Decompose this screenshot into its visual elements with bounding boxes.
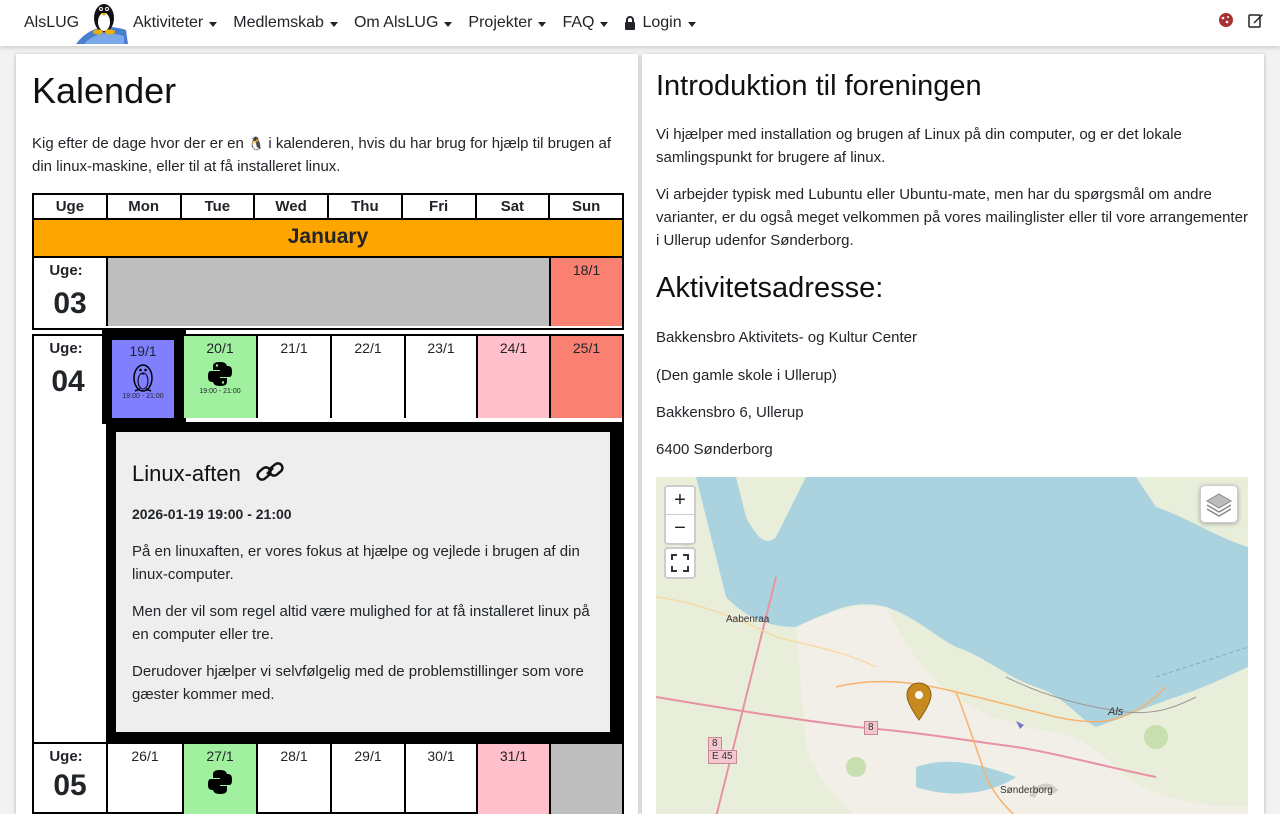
event-title: Linux-aften <box>132 460 285 487</box>
menu-login[interactable]: Login <box>624 14 695 32</box>
intro-title: Introduktion til foreningen <box>656 70 982 102</box>
calendar-table <box>32 193 624 814</box>
road-badge: 8 <box>864 721 878 735</box>
menu-projekter[interactable]: Projekter <box>468 14 546 32</box>
event-paragraph: På en linuxaften, er vores fokus at hjælpe og vejlede i brugen af din linux-computer. <box>132 543 580 583</box>
lock-icon <box>624 16 636 30</box>
header-cell: Sun <box>571 198 601 215</box>
calendar-intro: Kig efter de dage hvor der er en 🐧 i kalenderen, hvis du har brug for hjælp til brugen af din linux-maskine, eller til at få installeret linux. <box>32 135 612 175</box>
caret-down-icon <box>600 22 608 27</box>
caret-down-icon <box>688 22 696 27</box>
intro-paragraph: Vi hjælper med installation og brugen af Linux på din computer, og er det lokale samlingspunkt for brugere af linux. <box>656 126 1182 166</box>
address-line: 6400 Sønderborg <box>656 441 773 458</box>
week-label: Uge: 04 <box>49 340 85 398</box>
layers-icon <box>1201 486 1237 522</box>
menu-om-alslug[interactable]: Om AlsLUG <box>354 14 452 32</box>
address-line: (Den gamle skole i Ullerup) <box>656 367 837 384</box>
tux-logo-icon[interactable] <box>74 0 130 46</box>
intro-panel <box>642 54 1264 814</box>
road-badge: 8 <box>708 737 722 751</box>
map[interactable] <box>656 477 1248 814</box>
python-logo-icon <box>206 768 234 796</box>
menu-aktiviteter[interactable]: Aktiviteter <box>133 14 217 32</box>
week-label: Uge: 05 <box>49 748 87 802</box>
day-cell-thu[interactable]: 29/1 <box>330 744 404 814</box>
map-label-sonderborg: Sønderborg <box>1000 785 1053 796</box>
month-bar: January <box>32 220 624 258</box>
zoom-out-button[interactable]: − <box>674 517 686 539</box>
intro-paragraph: Vi arbejder typisk med Lubuntu eller Ubuntu-mate, men har du spørgsmål om andre varianter, er du også meget velkommen på vores mailinglister eller til vore arrangementer i Ullerup udenfor Sønderborg. <box>656 186 1248 249</box>
day-cell-wed[interactable]: 21/1 <box>256 336 330 418</box>
layers-button[interactable] <box>1200 485 1238 523</box>
tux-small-icon: 🐧 <box>247 136 265 151</box>
week-row-04 <box>32 334 624 744</box>
python-logo-icon <box>206 360 234 388</box>
day-cell-tue-python[interactable]: 27/1 <box>182 744 256 814</box>
header-cell: Thu <box>329 195 403 218</box>
header-cell: Mon <box>108 195 182 218</box>
weekday-header-row <box>32 193 624 220</box>
map-label-als: Als <box>1108 706 1124 718</box>
header-cell: Sat <box>477 195 551 218</box>
day-cell-mon[interactable]: 26/1 <box>106 744 182 814</box>
map-label-aabenraa: Aabenraa <box>726 614 770 625</box>
empty-days <box>106 258 549 326</box>
zoom-control <box>664 485 696 545</box>
address-line: Bakkensbro 6, Ullerup <box>656 404 804 421</box>
header-cell: Wed <box>255 195 329 218</box>
caret-down-icon <box>330 22 338 27</box>
day-cell-fri[interactable]: 30/1 <box>404 744 476 814</box>
road-badge: E 45 <box>708 750 737 764</box>
map-pin-icon[interactable] <box>906 682 932 722</box>
caret-down-icon <box>538 22 546 27</box>
day-cell-sun[interactable]: 18/1 <box>549 258 622 326</box>
page-title: Kalender <box>32 70 177 111</box>
event-paragraph: Men der vil som regel altid være mulighed for at få installeret linux på en computer eller tre. <box>132 603 590 643</box>
navbar <box>0 0 1280 46</box>
address-title: Aktivitetsadresse: <box>656 272 884 304</box>
week-row-05 <box>32 744 624 814</box>
brand-link[interactable]: AlsLUG <box>24 14 80 31</box>
week-row-03 <box>32 258 624 330</box>
cookie-icon[interactable] <box>1218 12 1234 28</box>
address-line: Bakkensbro Aktivitets- og Kultur Center <box>656 329 917 346</box>
empty-day <box>549 744 622 814</box>
event-popup <box>106 422 622 742</box>
caret-down-icon <box>209 22 217 27</box>
zoom-in-button[interactable]: + <box>666 487 694 515</box>
day-cell-tue-python[interactable]: 20/1 19:00 - 21:00 <box>182 336 256 418</box>
event-datetime: 2026-01-19 19:00 - 21:00 <box>132 506 292 522</box>
caret-down-icon <box>444 22 452 27</box>
menu-medlemskab[interactable]: Medlemskab <box>233 14 338 32</box>
day-cell-sat[interactable]: 31/1 <box>476 744 549 814</box>
day-cell-thu[interactable]: 22/1 <box>330 336 404 418</box>
selected-day-frame <box>102 330 186 424</box>
calendar-panel <box>16 54 638 814</box>
map-tiles <box>656 477 1248 814</box>
edit-icon[interactable] <box>1248 12 1264 28</box>
tux-penguin-icon <box>130 363 156 393</box>
link-icon[interactable] <box>255 460 285 484</box>
day-cell-fri[interactable]: 23/1 <box>404 336 476 418</box>
event-popup-content <box>116 432 610 732</box>
header-cell: Fri <box>403 195 477 218</box>
event-paragraph: Derudover hjælper vi selvfølgelig med de problemstillinger som vore gæster kommer med. <box>132 663 584 703</box>
day-cell-sat[interactable]: 24/1 <box>476 336 549 418</box>
fullscreen-icon <box>666 549 694 577</box>
day-cell-wed[interactable]: 28/1 <box>256 744 330 814</box>
fullscreen-button[interactable] <box>664 547 696 579</box>
nav-tools <box>1218 12 1264 28</box>
header-cell: Tue <box>182 195 256 218</box>
menu-faq[interactable]: FAQ <box>562 14 608 32</box>
header-cell: Uge <box>34 195 108 218</box>
day-cell-mon-linux[interactable]: 19/1 19:00 - 21:00 <box>112 340 174 418</box>
day-cell-sun[interactable]: 25/1 <box>549 336 622 418</box>
week-label: Uge: 03 <box>49 262 87 320</box>
main-menu <box>133 14 696 32</box>
